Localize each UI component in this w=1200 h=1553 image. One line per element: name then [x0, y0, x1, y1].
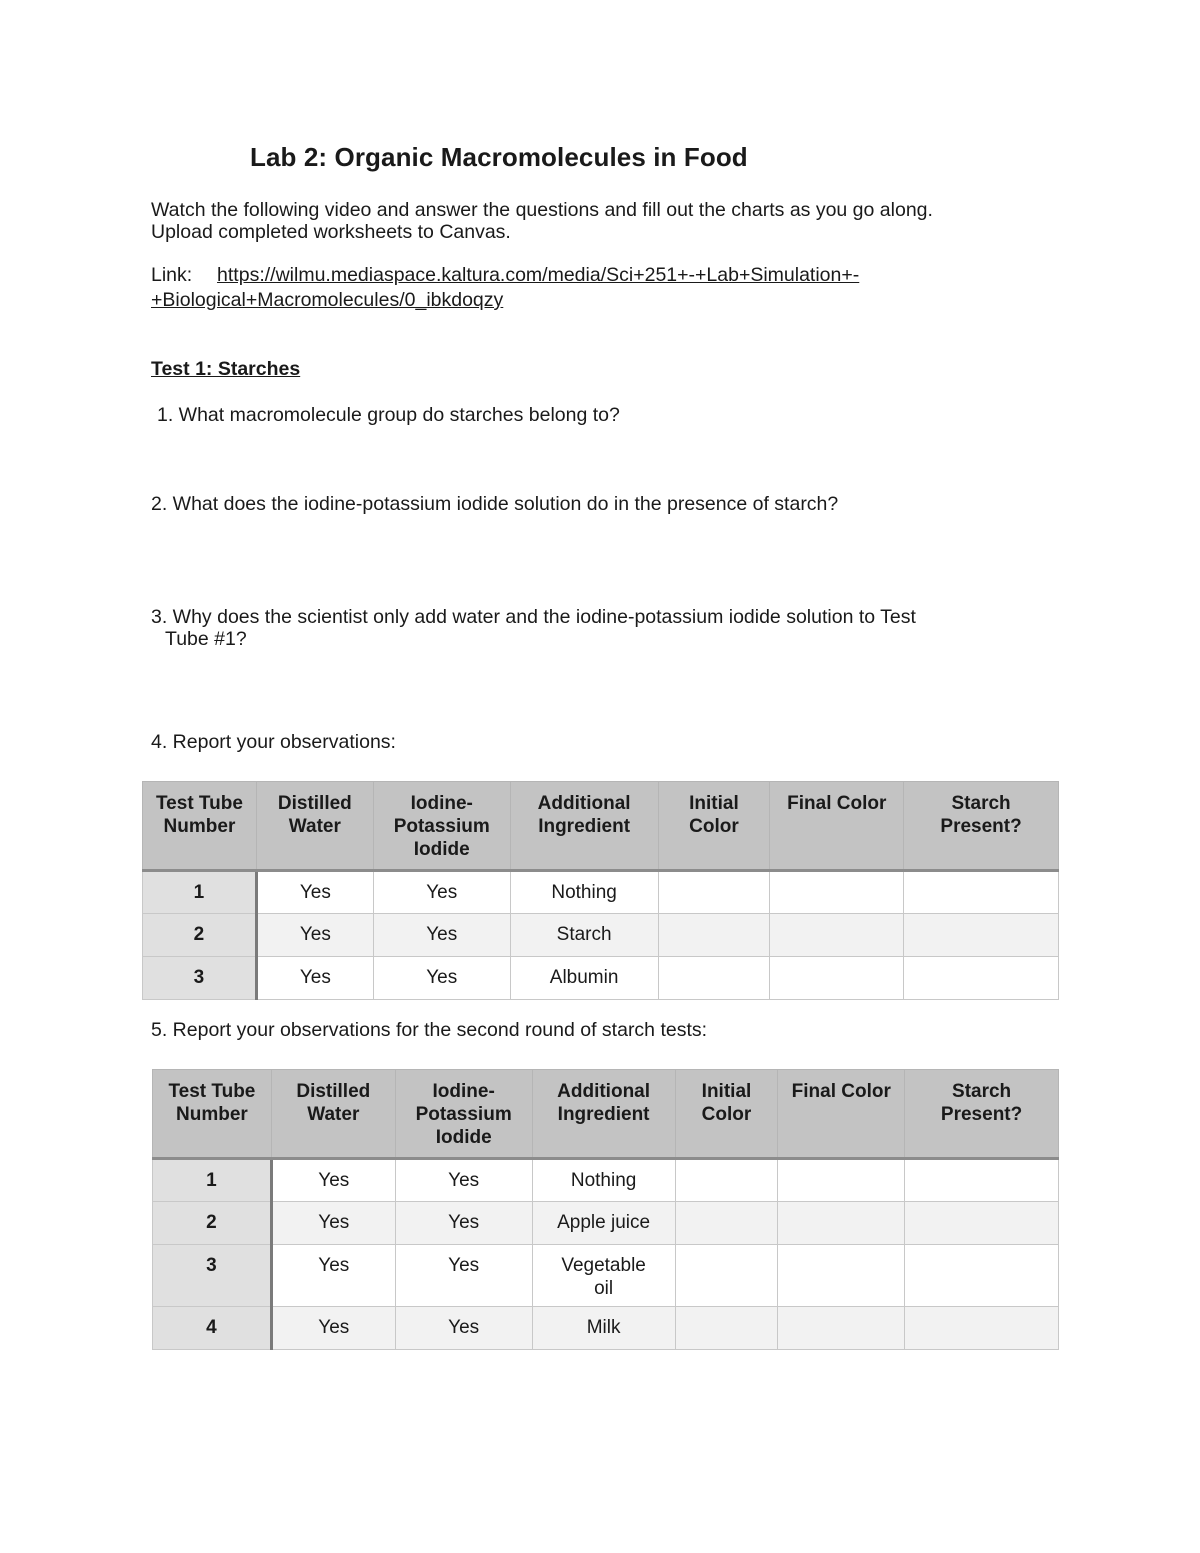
video-link-url[interactable]: https://wilmu.mediaspace.kaltura.com/media/Sci+251+-+Lab+Simulation+-: [217, 264, 860, 286]
table-row: [153, 1202, 1059, 1245]
question-2: 2. What does the iodine-potassium iodide solution do in the presence of starch?: [151, 493, 839, 515]
table-row: [143, 914, 1059, 957]
header-final-color: Final Color: [770, 782, 904, 871]
distilled-water-cell: Yes: [271, 1159, 395, 1202]
ingredient-cell: Apple juice: [532, 1202, 675, 1245]
header-distilled-water: Distilled Water: [256, 782, 373, 871]
initial-color-cell[interactable]: [658, 914, 770, 957]
final-color-cell[interactable]: [770, 914, 904, 957]
tube-number-cell: 4: [153, 1307, 272, 1350]
header-final-color: Final Color: [778, 1070, 905, 1159]
initial-color-cell[interactable]: [675, 1307, 778, 1350]
distilled-water-cell: Yes: [271, 1245, 395, 1307]
question-3-line-1: 3. Why does the scientist only add water and the iodine-potassium iodide solution to Test: [151, 606, 916, 628]
question-4: 4. Report your observations:: [151, 731, 396, 753]
ingredient-cell: Starch: [510, 914, 658, 957]
ingredient-cell: Milk: [532, 1307, 675, 1350]
iodine-cell: Yes: [373, 914, 510, 957]
table-row: [153, 1307, 1059, 1350]
video-link-block: [151, 263, 859, 313]
final-color-cell[interactable]: [770, 871, 904, 914]
ingredient-cell: Albumin: [510, 957, 658, 1000]
header-additional-ingredient: Additional Ingredient: [532, 1070, 675, 1159]
final-color-cell[interactable]: [778, 1159, 905, 1202]
final-color-cell[interactable]: [778, 1307, 905, 1350]
ingredient-cell: Nothing: [510, 871, 658, 914]
distilled-water-cell: Yes: [256, 871, 373, 914]
table-row: [153, 1245, 1059, 1307]
tube-number-cell: 3: [143, 957, 257, 1000]
header-initial-color: Initial Color: [658, 782, 770, 871]
iodine-cell: Yes: [395, 1159, 532, 1202]
starch-present-cell[interactable]: [904, 871, 1059, 914]
intro-line-2: Upload completed worksheets to Canvas.: [151, 221, 511, 243]
header-starch-present: Starch Present?: [905, 1070, 1059, 1159]
final-color-cell[interactable]: [778, 1245, 905, 1307]
initial-color-cell[interactable]: [658, 871, 770, 914]
table-row: [153, 1159, 1059, 1202]
header-distilled-water: Distilled Water: [271, 1070, 395, 1159]
initial-color-cell[interactable]: [675, 1245, 778, 1307]
observations-table-2: [152, 1069, 1059, 1350]
distilled-water-cell: Yes: [271, 1202, 395, 1245]
section-heading: Test 1: Starches: [151, 358, 301, 380]
tube-number-cell: 2: [143, 914, 257, 957]
header-starch-present: Starch Present?: [904, 782, 1059, 871]
final-color-cell[interactable]: [778, 1202, 905, 1245]
iodine-cell: Yes: [395, 1245, 532, 1307]
question-3-line-2: Tube #1?: [165, 628, 247, 650]
iodine-cell: Yes: [373, 871, 510, 914]
starch-present-cell[interactable]: [905, 1202, 1059, 1245]
tube-number-cell: 1: [153, 1159, 272, 1202]
distilled-water-cell: Yes: [256, 957, 373, 1000]
table-row: [143, 957, 1059, 1000]
final-color-cell[interactable]: [770, 957, 904, 1000]
starch-present-cell[interactable]: [905, 1307, 1059, 1350]
iodine-cell: Yes: [395, 1202, 532, 1245]
table-header-row: [143, 782, 1059, 871]
starch-present-cell[interactable]: [905, 1245, 1059, 1307]
distilled-water-cell: Yes: [256, 914, 373, 957]
header-test-tube-number: Test Tube Number: [153, 1070, 272, 1159]
tube-number-cell: 1: [143, 871, 257, 914]
ingredient-cell: Vegetable oil: [532, 1245, 675, 1307]
link-label: Link:: [151, 264, 193, 286]
video-link-url-continued[interactable]: +Biological+Macromolecules/0_ibkdoqzy: [151, 289, 504, 311]
observations-table-1: [142, 781, 1059, 1000]
ingredient-cell: Nothing: [532, 1159, 675, 1202]
initial-color-cell[interactable]: [675, 1202, 778, 1245]
question-3: [151, 606, 916, 650]
initial-color-cell[interactable]: [658, 957, 770, 1000]
header-initial-color: Initial Color: [675, 1070, 778, 1159]
table-row: [143, 871, 1059, 914]
starch-present-cell[interactable]: [904, 914, 1059, 957]
header-iodine-potassium-iodide: Iodine-Potassium Iodide: [395, 1070, 532, 1159]
iodine-cell: Yes: [395, 1307, 532, 1350]
tube-number-cell: 3: [153, 1245, 272, 1307]
initial-color-cell[interactable]: [675, 1159, 778, 1202]
header-additional-ingredient: Additional Ingredient: [510, 782, 658, 871]
header-iodine-potassium-iodide: Iodine-Potassium Iodide: [373, 782, 510, 871]
page-title: Lab 2: Organic Macromolecules in Food: [250, 142, 748, 172]
intro-text: [151, 199, 933, 243]
intro-line-1: Watch the following video and answer the questions and fill out the charts as you go along.: [151, 199, 933, 221]
table-header-row: [153, 1070, 1059, 1159]
question-5: 5. Report your observations for the second round of starch tests:: [151, 1019, 708, 1041]
starch-present-cell[interactable]: [904, 957, 1059, 1000]
distilled-water-cell: Yes: [271, 1307, 395, 1350]
starch-present-cell[interactable]: [905, 1159, 1059, 1202]
tube-number-cell: 2: [153, 1202, 272, 1245]
iodine-cell: Yes: [373, 957, 510, 1000]
question-1: 1. What macromolecule group do starches belong to?: [157, 404, 620, 426]
header-test-tube-number: Test Tube Number: [143, 782, 257, 871]
